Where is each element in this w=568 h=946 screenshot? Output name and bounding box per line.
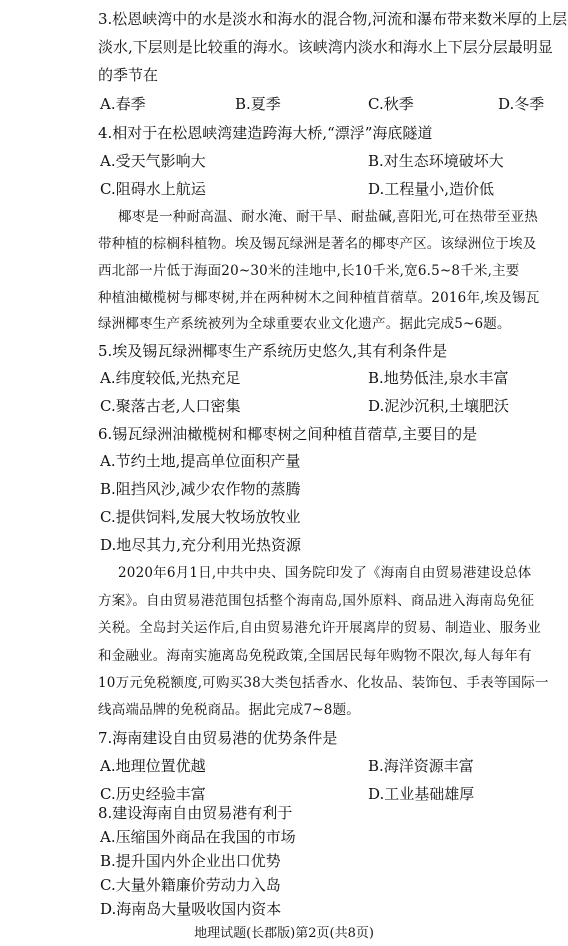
- question-5-option-d: D.泥沙沉积,土壤肥沃: [368, 397, 510, 415]
- passage-1-line-5: 绿洲椰枣生产系统被列为全球重要农业文化遗产。据此完成5~6题。: [98, 316, 511, 332]
- question-7-line-1: 7.海南建设自由贸易港的优势条件是: [98, 729, 338, 747]
- question-8-option-d: D.海南岛大量吸收国内资本: [100, 900, 282, 918]
- question-7-option-b: B.海洋资源丰富: [368, 757, 474, 775]
- question-6-option-c: C.提供饲料,发展大牧场放牧业: [100, 508, 301, 526]
- question-8-line-1: 8.建设海南自由贸易港有利于: [98, 804, 293, 822]
- passage-1-line-1: 椰枣是一种耐高温、耐水淹、耐干旱、耐盐碱,喜阳光,可在热带至亚热: [118, 209, 538, 225]
- passage-2-line-1: 2020年6月1日,中共中央、国务院印发了《海南自由贸易港建设总体: [118, 565, 532, 581]
- question-7-option-c: C.历史经验丰富: [100, 785, 206, 803]
- question-8-option-c: C.大量外籍廉价劳动力入岛: [100, 876, 281, 894]
- question-3-line-1: 3.松恩峡湾中的水是淡水和海水的混合物,河流和瀑布带来数米厚的上层: [98, 10, 568, 28]
- question-4-option-c: C.阻碍水上航运: [100, 180, 206, 198]
- question-7-option-a: A.地理位置优越: [100, 757, 206, 775]
- question-3-option-d: D.冬季: [498, 95, 545, 113]
- question-3-line-2: 淡水,下层则是比较重的海水。该峡湾内淡水和海水上下层分层最明显: [98, 38, 553, 56]
- question-3-option-c: C.秋季: [368, 95, 414, 113]
- passage-2-line-5: 10万元免税额度,可购买38大类包括香水、化妆品、装饰包、手表等国际一: [98, 675, 549, 691]
- question-3-line-3: 的季节在: [98, 66, 159, 84]
- question-5-option-b: B.地势低洼,泉水丰富: [368, 369, 509, 387]
- question-5-option-c: C.聚落古老,人口密集: [100, 397, 241, 415]
- passage-1-line-3: 西北部一片低于海面20~30米的洼地中,长10千米,宽6.5~8千米,主要: [98, 263, 520, 279]
- question-4-option-b: B.对生态环境破坏大: [368, 152, 504, 170]
- question-6-option-a: A.节约土地,提高单位面积产量: [100, 452, 301, 470]
- question-6-option-b: B.阻挡风沙,减少农作物的蒸腾: [100, 480, 301, 498]
- question-6-option-d: D.地尽其力,充分利用光热资源: [100, 536, 302, 554]
- question-4-line-1: 4.相对于在松恩峡湾建造跨海大桥,“漂浮”海底隧道: [98, 124, 433, 142]
- question-3-option-a: A.春季: [100, 95, 146, 113]
- question-6-line-1: 6.锡瓦绿洲油橄榄树和椰枣树之间种植苜蓿草,主要目的是: [98, 425, 478, 443]
- question-5-line-1: 5.埃及锡瓦绿洲椰枣生产系统历史悠久,其有利条件是: [98, 342, 448, 360]
- passage-1-line-4: 种植油橄榄树与椰枣树,并在两种树木之间种植苜蓿草。2016年,埃及锡瓦: [98, 290, 540, 306]
- passage-2-line-4: 和金融业。海南实施离岛免税政策,全国居民每年购物不限次,每人每年有: [98, 648, 532, 664]
- passage-2-line-3: 关税。全岛封关运作后,自由贸易港允许开展离岸的贸易、制造业、服务业: [98, 620, 541, 636]
- question-7-option-d: D.工业基础雄厚: [368, 785, 475, 803]
- question-8-option-b: B.提升国内外企业出口优势: [100, 852, 281, 870]
- question-5-option-a: A.纬度较低,光热充足: [100, 369, 241, 387]
- question-4-option-d: D.工程量小,造价低: [368, 180, 495, 198]
- passage-1-line-2: 带种植的棕榈科植物。埃及锡瓦绿洲是著名的椰枣产区。该绿洲位于埃及: [98, 236, 537, 252]
- question-4-option-a: A.受天气影响大: [100, 152, 206, 170]
- question-8-option-a: A.压缩国外商品在我国的市场: [100, 828, 296, 846]
- passage-2-line-6: 线高端品牌的免税商品。据此完成7~8题。: [98, 702, 360, 718]
- question-3-option-b: B.夏季: [235, 95, 281, 113]
- passage-2-line-2: 方案》。自由贸易港范围包括整个海南岛,国外原料、商品进入海南岛免征: [98, 593, 535, 609]
- page-footer: 地理试题(长郡版)第2页(共8页): [194, 926, 374, 941]
